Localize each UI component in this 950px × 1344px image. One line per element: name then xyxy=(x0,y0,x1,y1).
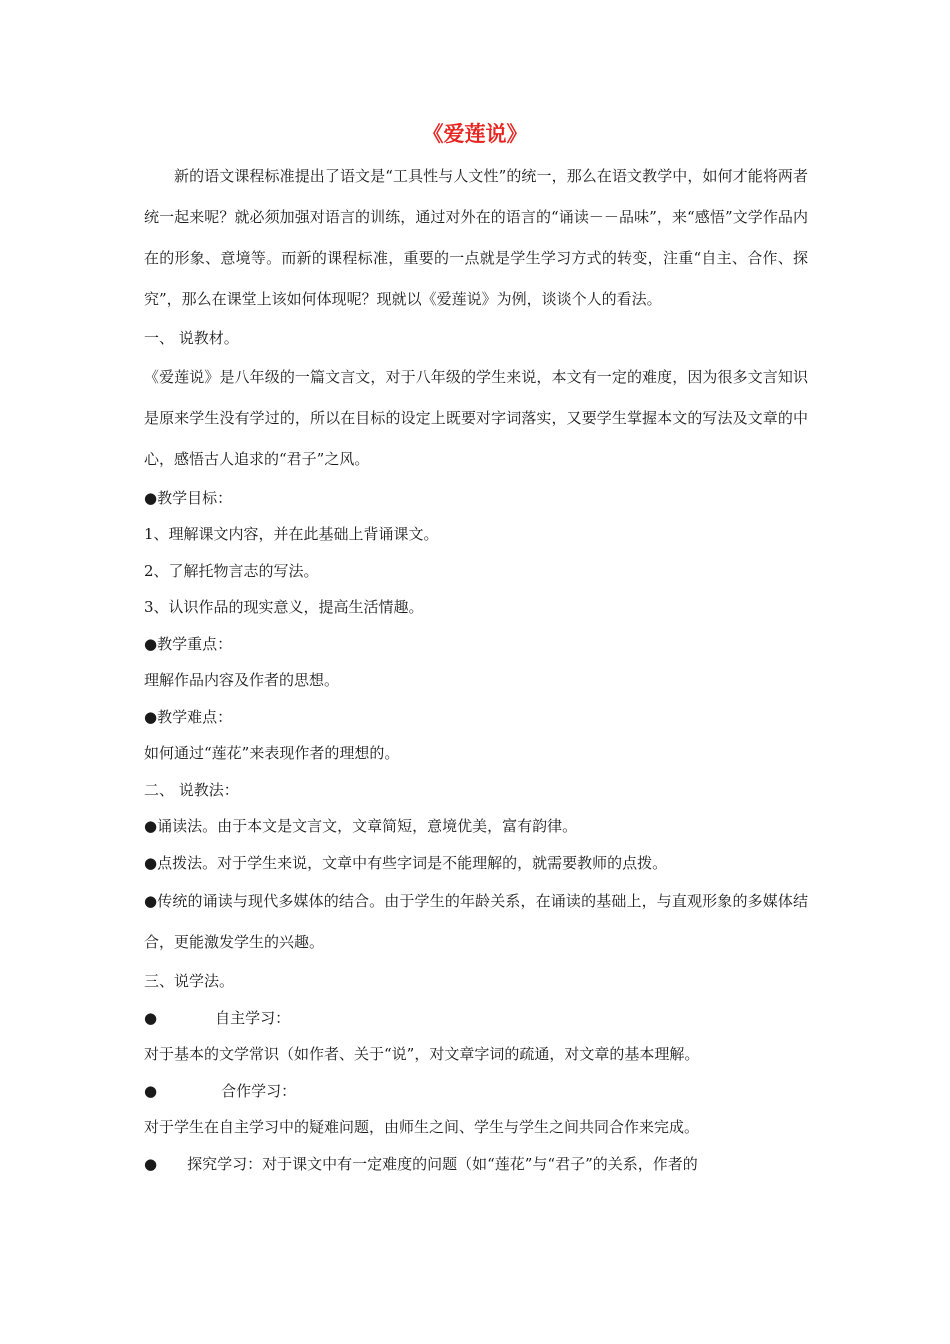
bullet-icon: ● xyxy=(144,1008,158,1027)
section3-heading: 三、说学法。 xyxy=(144,972,235,990)
coop-study-text: 对于学生在自主学习中的疑难问题，由师生之间、学生与学生之间共同合作来完成。 xyxy=(144,1118,700,1136)
goal-item: 1、理解课文内容，并在此基础上背诵课文。 xyxy=(144,525,439,543)
method-item: ●传统的诵读与现代多媒体的结合。由于学生的年龄关系，在诵读的基础上，与直观形象的多媒体结合，更能激发学生的兴趣。 xyxy=(144,892,808,951)
key-point-heading: ●教学重点： xyxy=(144,634,233,653)
method-item: ●诵读法。由于本文是文言文，文章简短，意境优美，富有韵律。 xyxy=(144,817,578,835)
difficulty-text: 如何通过“莲花”来表现作者的理想的。 xyxy=(144,744,400,762)
self-study-heading-line xyxy=(144,1000,808,1037)
section1-heading: 一、 说教材。 xyxy=(144,329,239,347)
coop-study-heading: 合作学习： xyxy=(221,1081,297,1100)
coop-study-heading-line xyxy=(144,1073,808,1110)
goal-item: 3、认识作品的现实意义，提高生活情趣。 xyxy=(144,598,424,616)
explore-study-line xyxy=(144,1146,808,1183)
goal-item: 2、了解托物言志的写法。 xyxy=(144,561,319,580)
self-study-text: 对于基本的文学常识（如作者、关于“说”，对文章字词的疏通，对文章的基本理解。 xyxy=(144,1045,700,1063)
bullet-icon: ● xyxy=(144,1081,158,1100)
bullet-icon: ● xyxy=(144,1154,158,1173)
explore-study-text: 探究学习：对于课文中有一定难度的问题（如“莲花”与“君子”的关系，作者的 xyxy=(187,1154,698,1173)
key-point-text: 理解作品内容及作者的思想。 xyxy=(144,671,340,689)
section2-heading: 二、 说教法： xyxy=(144,780,239,799)
difficulty-heading: ●教学难点： xyxy=(144,707,233,726)
goals-heading: ●教学目标： xyxy=(144,488,233,507)
self-study-heading: 自主学习： xyxy=(215,1008,291,1027)
document-title: 《爱莲说》 xyxy=(422,122,528,146)
document-body xyxy=(144,156,808,1182)
method-item: ●点拨法。对于学生来说，文章中有些字词是不能理解的，就需要教师的点拨。 xyxy=(144,853,668,872)
section1-paragraph: 《爱莲说》是八年级的一篇文言文，对于八年级的学生来说，本文有一定的难度，因为很多文言知识是原来学生没有学过的，所以在目标的设定上既要对字词落实，又要学生掌握本文的写法及文章的中心，感悟古人追求的“君子”之风。 xyxy=(144,367,808,468)
intro-paragraph: 新的语文课程标准提出了语文是“工具性与人文性”的统一，那么在语文教学中，如何才能将两者统一起来呢？就必须加强对语言的训练，通过对外在的语言的“诵读－－品味”，来“感悟”文学作品内在的形象、意境等。而新的课程标准，重要的一点就是学生学习方式的转变，注重“自主、合作、探究”，那么在课堂上该如何体现呢？现就以《爱莲说》为例，谈谈个人的看法。 xyxy=(144,167,808,308)
